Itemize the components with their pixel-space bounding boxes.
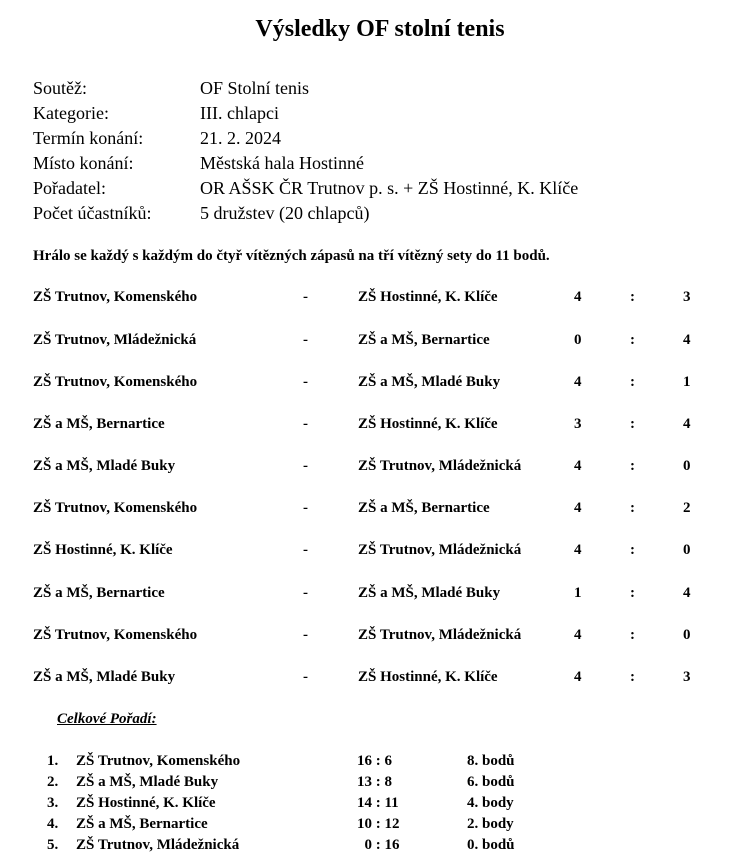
standings-team: ZŠ a MŠ, Bernartice (76, 816, 208, 832)
standings-team: ZŠ a MŠ, Mladé Buky (76, 774, 219, 790)
match-away-score: 0 (683, 458, 691, 474)
match-row (33, 371, 713, 393)
match-dash: - (303, 500, 308, 516)
standings-rank: 3. (47, 795, 59, 811)
standings-points: 4. body (467, 795, 514, 811)
match-home-team: ZŠ Trutnov, Komenského (33, 627, 198, 643)
match-home-team: ZŠ Trutnov, Komenského (33, 374, 198, 390)
standings-score: 14 : 11 (357, 795, 399, 811)
standings-points: 0. bodů (467, 837, 515, 853)
match-away-score: 3 (683, 669, 691, 685)
standings-rank: 5. (47, 837, 59, 853)
info-label: Kategorie: (33, 103, 109, 123)
info-value: OR AŠSK ČR Trutnov p. s. + ZŠ Hostinné, K. Klíče (200, 178, 579, 198)
match-dash: - (303, 627, 308, 643)
info-label: Pořadatel: (33, 178, 106, 198)
match-row (33, 539, 713, 561)
match-away-score: 1 (683, 374, 691, 390)
match-home-team: ZŠ Trutnov, Mládežnická (33, 332, 197, 348)
standings-team: ZŠ Trutnov, Mládežnická (76, 837, 240, 853)
match-score-colon: : (630, 627, 635, 643)
match-dash: - (303, 458, 308, 474)
info-value: OF Stolní tenis (200, 78, 310, 98)
match-home-score: 3 (574, 416, 582, 432)
info-value: 21. 2. 2024 (200, 128, 281, 148)
match-away-score: 2 (683, 500, 691, 516)
match-score-colon: : (630, 669, 635, 685)
standings-rank: 4. (47, 816, 59, 832)
match-row (33, 413, 713, 435)
match-row (33, 624, 713, 646)
match-score-colon: : (630, 458, 635, 474)
info-value: III. chlapci (200, 103, 279, 123)
page-title: Výsledky OF stolní tenis (255, 16, 505, 42)
match-home-team: ZŠ Trutnov, Komenského (33, 500, 198, 516)
match-score-colon: : (630, 289, 635, 305)
match-score-colon: : (630, 374, 635, 390)
match-score-colon: : (630, 416, 635, 432)
match-home-team: ZŠ Trutnov, Komenského (33, 289, 198, 305)
match-away-team: ZŠ a MŠ, Bernartice (358, 332, 490, 348)
match-home-score: 0 (574, 332, 582, 348)
standings-team: ZŠ Hostinné, K. Klíče (76, 795, 216, 811)
match-away-team: ZŠ Hostinné, K. Klíče (358, 416, 498, 432)
match-score-colon: : (630, 542, 635, 558)
match-home-team: ZŠ a MŠ, Bernartice (33, 416, 165, 432)
match-score-colon: : (630, 500, 635, 516)
standings-score: 13 : 8 (357, 774, 392, 790)
match-away-score: 4 (683, 332, 691, 348)
match-row (33, 497, 713, 519)
match-score-colon: : (630, 585, 635, 601)
match-away-team: ZŠ Trutnov, Mládežnická (358, 458, 522, 474)
match-away-score: 3 (683, 289, 691, 305)
match-dash: - (303, 289, 308, 305)
match-dash: - (303, 374, 308, 390)
info-label: Termín konání: (33, 128, 144, 148)
match-away-score: 4 (683, 585, 691, 601)
match-dash: - (303, 416, 308, 432)
match-away-score: 0 (683, 627, 691, 643)
rules-note: Hrálo se každý s každým do čtyř vítězných zápasů na tří vítězný sety do 11 bodů. (33, 248, 550, 264)
match-away-team: ZŠ a MŠ, Mladé Buky (358, 585, 501, 601)
match-home-score: 4 (574, 542, 582, 558)
match-row (33, 455, 713, 477)
match-home-score: 4 (574, 458, 582, 474)
match-home-team: ZŠ a MŠ, Bernartice (33, 585, 165, 601)
match-dash: - (303, 669, 308, 685)
match-dash: - (303, 332, 308, 348)
match-away-team: ZŠ Hostinné, K. Klíče (358, 669, 498, 685)
standings-points: 2. body (467, 816, 514, 832)
match-home-team: ZŠ Hostinné, K. Klíče (33, 542, 173, 558)
match-away-team: ZŠ Trutnov, Mládežnická (358, 542, 522, 558)
standings-heading: Celkové Pořadí: (57, 711, 157, 727)
match-home-score: 4 (574, 500, 582, 516)
standings-score: 10 : 12 (357, 816, 400, 832)
info-value: Městská hala Hostinné (200, 153, 364, 173)
info-label: Místo konání: (33, 153, 134, 173)
match-dash: - (303, 585, 308, 601)
standings-rank: 1. (47, 753, 59, 769)
standings-points: 6. bodů (467, 774, 515, 790)
standings-score: 0 : 16 (357, 837, 400, 853)
match-home-score: 4 (574, 374, 582, 390)
match-away-team: ZŠ Trutnov, Mládežnická (358, 627, 522, 643)
standings-rank: 2. (47, 774, 59, 790)
match-row (33, 582, 713, 604)
match-away-team: ZŠ Hostinné, K. Klíče (358, 289, 498, 305)
match-away-score: 4 (683, 416, 691, 432)
standings-score: 16 : 6 (357, 753, 392, 769)
match-home-team: ZŠ a MŠ, Mladé Buky (33, 458, 176, 474)
match-row (33, 286, 713, 308)
match-home-score: 4 (574, 627, 582, 643)
info-value: 5 družstev (20 chlapců) (200, 203, 370, 223)
match-away-team: ZŠ a MŠ, Mladé Buky (358, 374, 501, 390)
info-label: Počet účastníků: (33, 203, 152, 223)
match-row (33, 329, 713, 351)
standings-points: 8. bodů (467, 753, 515, 769)
match-dash: - (303, 542, 308, 558)
match-score-colon: : (630, 332, 635, 348)
match-home-score: 4 (574, 289, 582, 305)
info-label: Soutěž: (33, 78, 87, 98)
match-home-score: 4 (574, 669, 582, 685)
match-away-team: ZŠ a MŠ, Bernartice (358, 500, 490, 516)
match-row (33, 666, 713, 688)
match-home-team: ZŠ a MŠ, Mladé Buky (33, 669, 176, 685)
standings-team: ZŠ Trutnov, Komenského (76, 753, 241, 769)
match-home-score: 1 (574, 585, 582, 601)
match-away-score: 0 (683, 542, 691, 558)
